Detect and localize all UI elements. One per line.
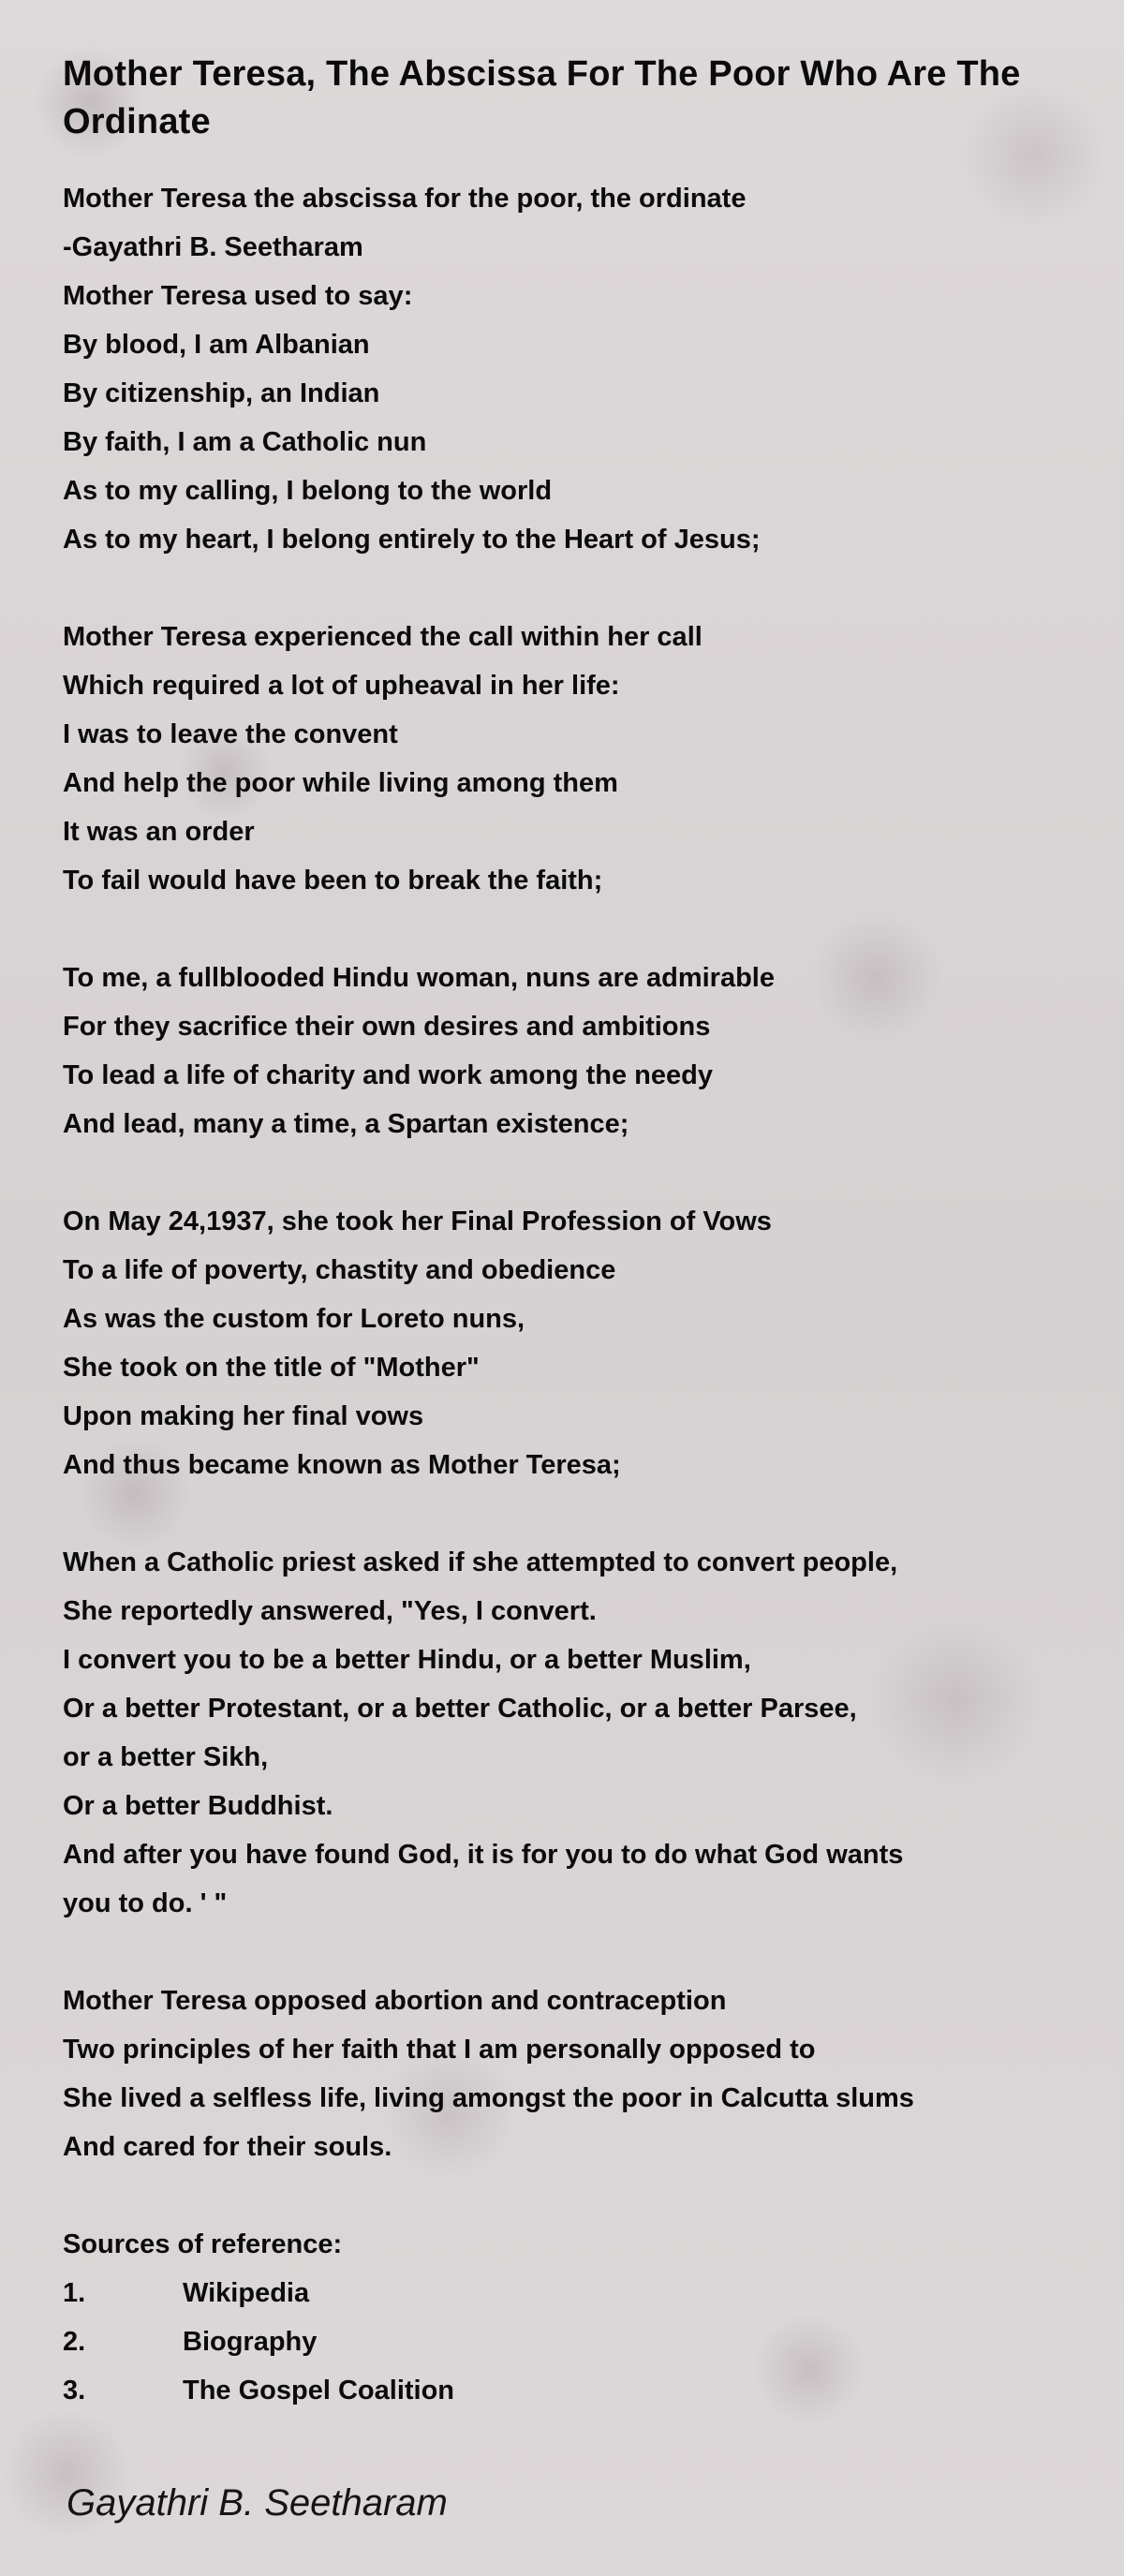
poem-line: To fail would have been to break the faith;	[63, 866, 603, 896]
poem-line: By citizenship, an Indian	[63, 378, 380, 408]
poem-line: To me, a fullblooded Hindu woman, nuns are admirable	[63, 963, 775, 993]
stanza-break	[63, 1148, 1074, 1197]
poem-line: By blood, I am Albanian	[63, 330, 370, 360]
poem-line: And thus became known as Mother Teresa;	[63, 1450, 621, 1480]
stanza-break	[63, 2171, 1074, 2220]
sources-heading: Sources of reference:	[63, 2229, 343, 2259]
poem-line: Two principles of her faith that I am personally opposed to	[63, 2035, 816, 2065]
poem-page	[63, 51, 1074, 2415]
poem-title: Mother Teresa, The Abscissa For The Poor Who Are The Ordinate	[63, 54, 1021, 141]
stanza	[63, 613, 1074, 905]
poem-line: When a Catholic priest asked if she attempted to convert people,	[63, 1547, 898, 1577]
poem-line: Or a better Protestant, or a better Catholic, or a better Parsee,	[63, 1694, 857, 1724]
poem-line: As to my calling, I belong to the world	[63, 476, 553, 506]
poem-line: As to my heart, I belong entirely to the Heart of Jesus;	[63, 525, 761, 555]
source-number: 3.	[63, 2376, 86, 2406]
poem-line: Or a better Buddhist.	[63, 1791, 333, 1821]
poem-line: Mother Teresa experienced the call within her call	[63, 622, 702, 652]
stanza-break	[63, 1928, 1074, 1976]
poem-line: or a better Sikh,	[63, 1742, 269, 1772]
poem-line: And lead, many a time, a Spartan existence;	[63, 1109, 629, 1139]
stanza	[63, 174, 1074, 564]
poem-line: As was the custom for Loreto nuns,	[63, 1304, 525, 1334]
stanza	[63, 1538, 1074, 1928]
poem-line: To a life of poverty, chastity and obedience	[63, 1255, 616, 1285]
poem-line: Which required a lot of upheaval in her life:	[63, 671, 620, 701]
source-text: The Gospel Coalition	[183, 2376, 455, 2406]
poem-line: And help the poor while living among them	[63, 768, 618, 798]
poem-line: Mother Teresa opposed abortion and contraception	[63, 1986, 727, 2016]
poem-line: you to do. ' "	[63, 1888, 228, 1918]
poem-line: Mother Teresa used to say:	[63, 281, 413, 311]
stanza-break	[63, 905, 1074, 954]
sources-list	[63, 2220, 1074, 2415]
poem-line: To lead a life of charity and work among the needy	[63, 1060, 713, 1090]
source-item	[63, 2269, 1074, 2317]
poem-line: Mother Teresa the abscissa for the poor, the ordinate	[63, 184, 747, 214]
source-text: Wikipedia	[183, 2278, 310, 2308]
stanza	[63, 954, 1074, 1148]
poem-line: And after you have found God, it is for you to do what God wants	[63, 1840, 904, 1870]
poem-line: It was an order	[63, 817, 255, 847]
stanza-break	[63, 564, 1074, 613]
poem-body	[63, 174, 1074, 2415]
poem-line: She lived a selfless life, living amongst the poor in Calcutta slums	[63, 2083, 914, 2113]
source-item	[63, 2317, 1074, 2366]
poem-line: On May 24,1937, she took her Final Profession of Vows	[63, 1207, 772, 1236]
source-item	[63, 2366, 1074, 2415]
poem-line: She took on the title of "Mother"	[63, 1353, 480, 1383]
poem-line: By faith, I am a Catholic nun	[63, 427, 427, 457]
source-text: Biography	[183, 2327, 318, 2357]
stanza	[63, 1197, 1074, 1489]
poem-line: I convert you to be a better Hindu, or a better Muslim,	[63, 1645, 751, 1675]
poem-line: For they sacrifice their own desires and ambitions	[63, 1012, 711, 1042]
poem-line: I was to leave the convent	[63, 719, 398, 749]
poem-line: She reportedly answered, "Yes, I convert.	[63, 1596, 597, 1626]
source-number: 1.	[63, 2278, 86, 2308]
stanza	[63, 1976, 1074, 2171]
poem-line: And cared for their souls.	[63, 2132, 392, 2162]
poem-line: Upon making her final vows	[63, 1401, 424, 1431]
poem-line: -Gayathri B. Seetharam	[63, 232, 363, 262]
stanza-break	[63, 1489, 1074, 1538]
source-number: 2.	[63, 2327, 86, 2357]
author-name: Gayathri B. Seetharam	[67, 2482, 448, 2524]
